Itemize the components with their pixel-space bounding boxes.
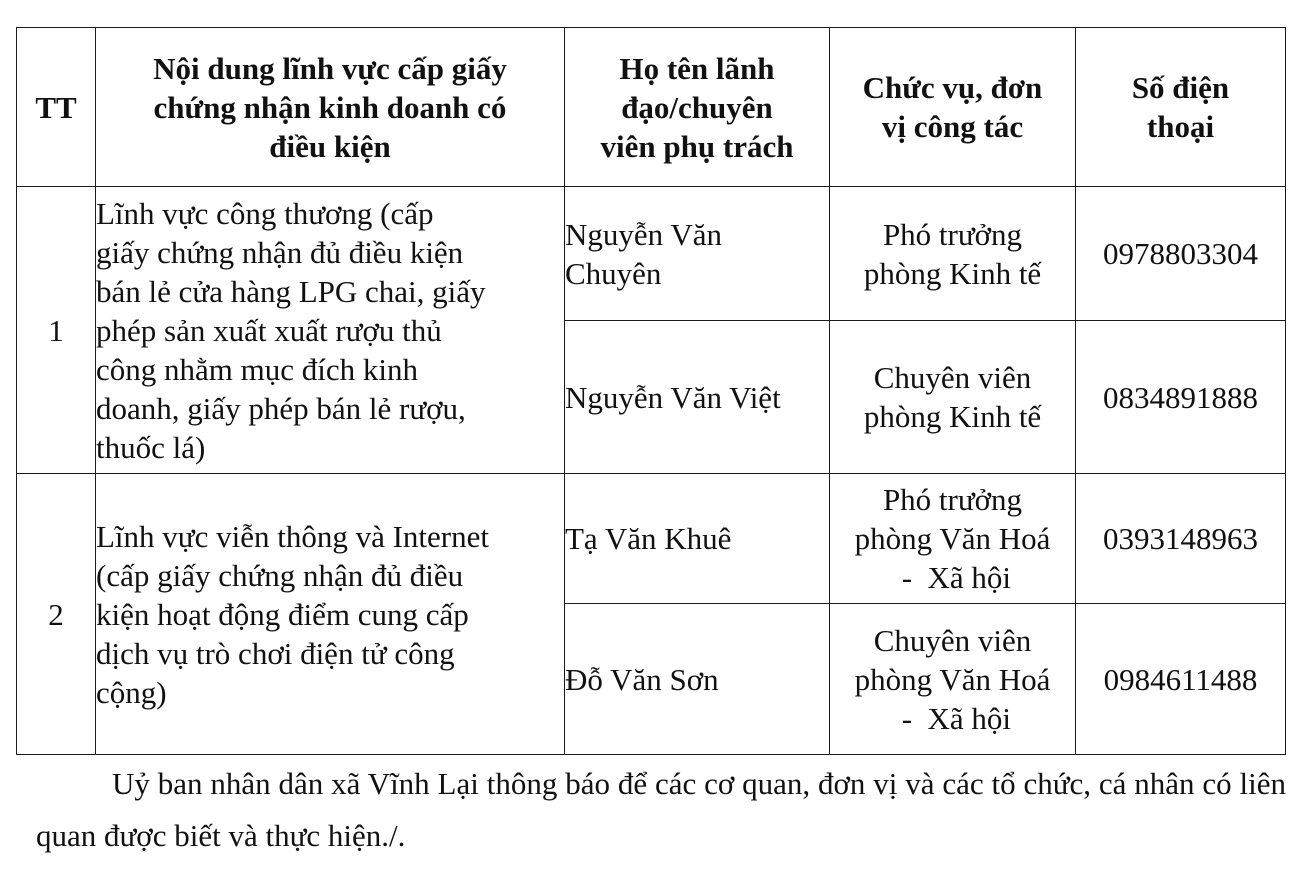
contact-phone: 0984611488: [1076, 604, 1286, 755]
contact-name: Nguyễn Văn Chuyên: [565, 187, 830, 321]
contact-position: Phó trưởng phòng Kinh tế: [830, 187, 1076, 321]
table-row: [17, 187, 1286, 321]
contact-position: Chuyên viên phòng Văn Hoá - Xã hội: [830, 604, 1076, 755]
contact-phone: 0978803304: [1076, 187, 1286, 321]
header-position: Chức vụ, đơn vị công tác: [830, 28, 1076, 187]
field-description: Lĩnh vực viễn thông và Internet (cấp giấy chứng nhận đủ điều kiện hoạt động điểm cung cấp dịch vụ trò chơi điện tử công cộng): [96, 474, 565, 755]
header-phone: Số điện thoại: [1076, 28, 1286, 187]
row-number: 1: [17, 187, 96, 474]
closing-note: Uỷ ban nhân dân xã Vĩnh Lại thông báo để các cơ quan, đơn vị và các tổ chức, cá nhân có liên quan được biết và thực hiện./.: [36, 766, 1286, 853]
header-tt: TT: [17, 28, 96, 187]
header-row: [17, 28, 1286, 187]
header-field: Nội dung lĩnh vực cấp giấy chứng nhận kinh doanh có điều kiện: [96, 28, 565, 187]
row-number: 2: [17, 474, 96, 755]
header-person: Họ tên lãnh đạo/chuyên viên phụ trách: [565, 28, 830, 187]
contact-name: Nguyễn Văn Việt: [565, 321, 830, 474]
contact-position: Chuyên viên phòng Kinh tế: [830, 321, 1076, 474]
contact-table: [16, 27, 1286, 755]
contact-phone: 0834891888: [1076, 321, 1286, 474]
contact-name: Tạ Văn Khuê: [565, 474, 830, 604]
table-row: [17, 474, 1286, 604]
contact-phone: 0393148963: [1076, 474, 1286, 604]
contact-position: Phó trưởng phòng Văn Hoá - Xã hội: [830, 474, 1076, 604]
field-description: Lĩnh vực công thương (cấp giấy chứng nhận đủ điều kiện bán lẻ cửa hàng LPG chai, giấy phép sản xuất xuất rượu thủ công nhằm mục đích kinh doanh, giấy phép bán lẻ rượu, thuốc lá): [96, 187, 565, 474]
contact-name: Đỗ Văn Sơn: [565, 604, 830, 755]
